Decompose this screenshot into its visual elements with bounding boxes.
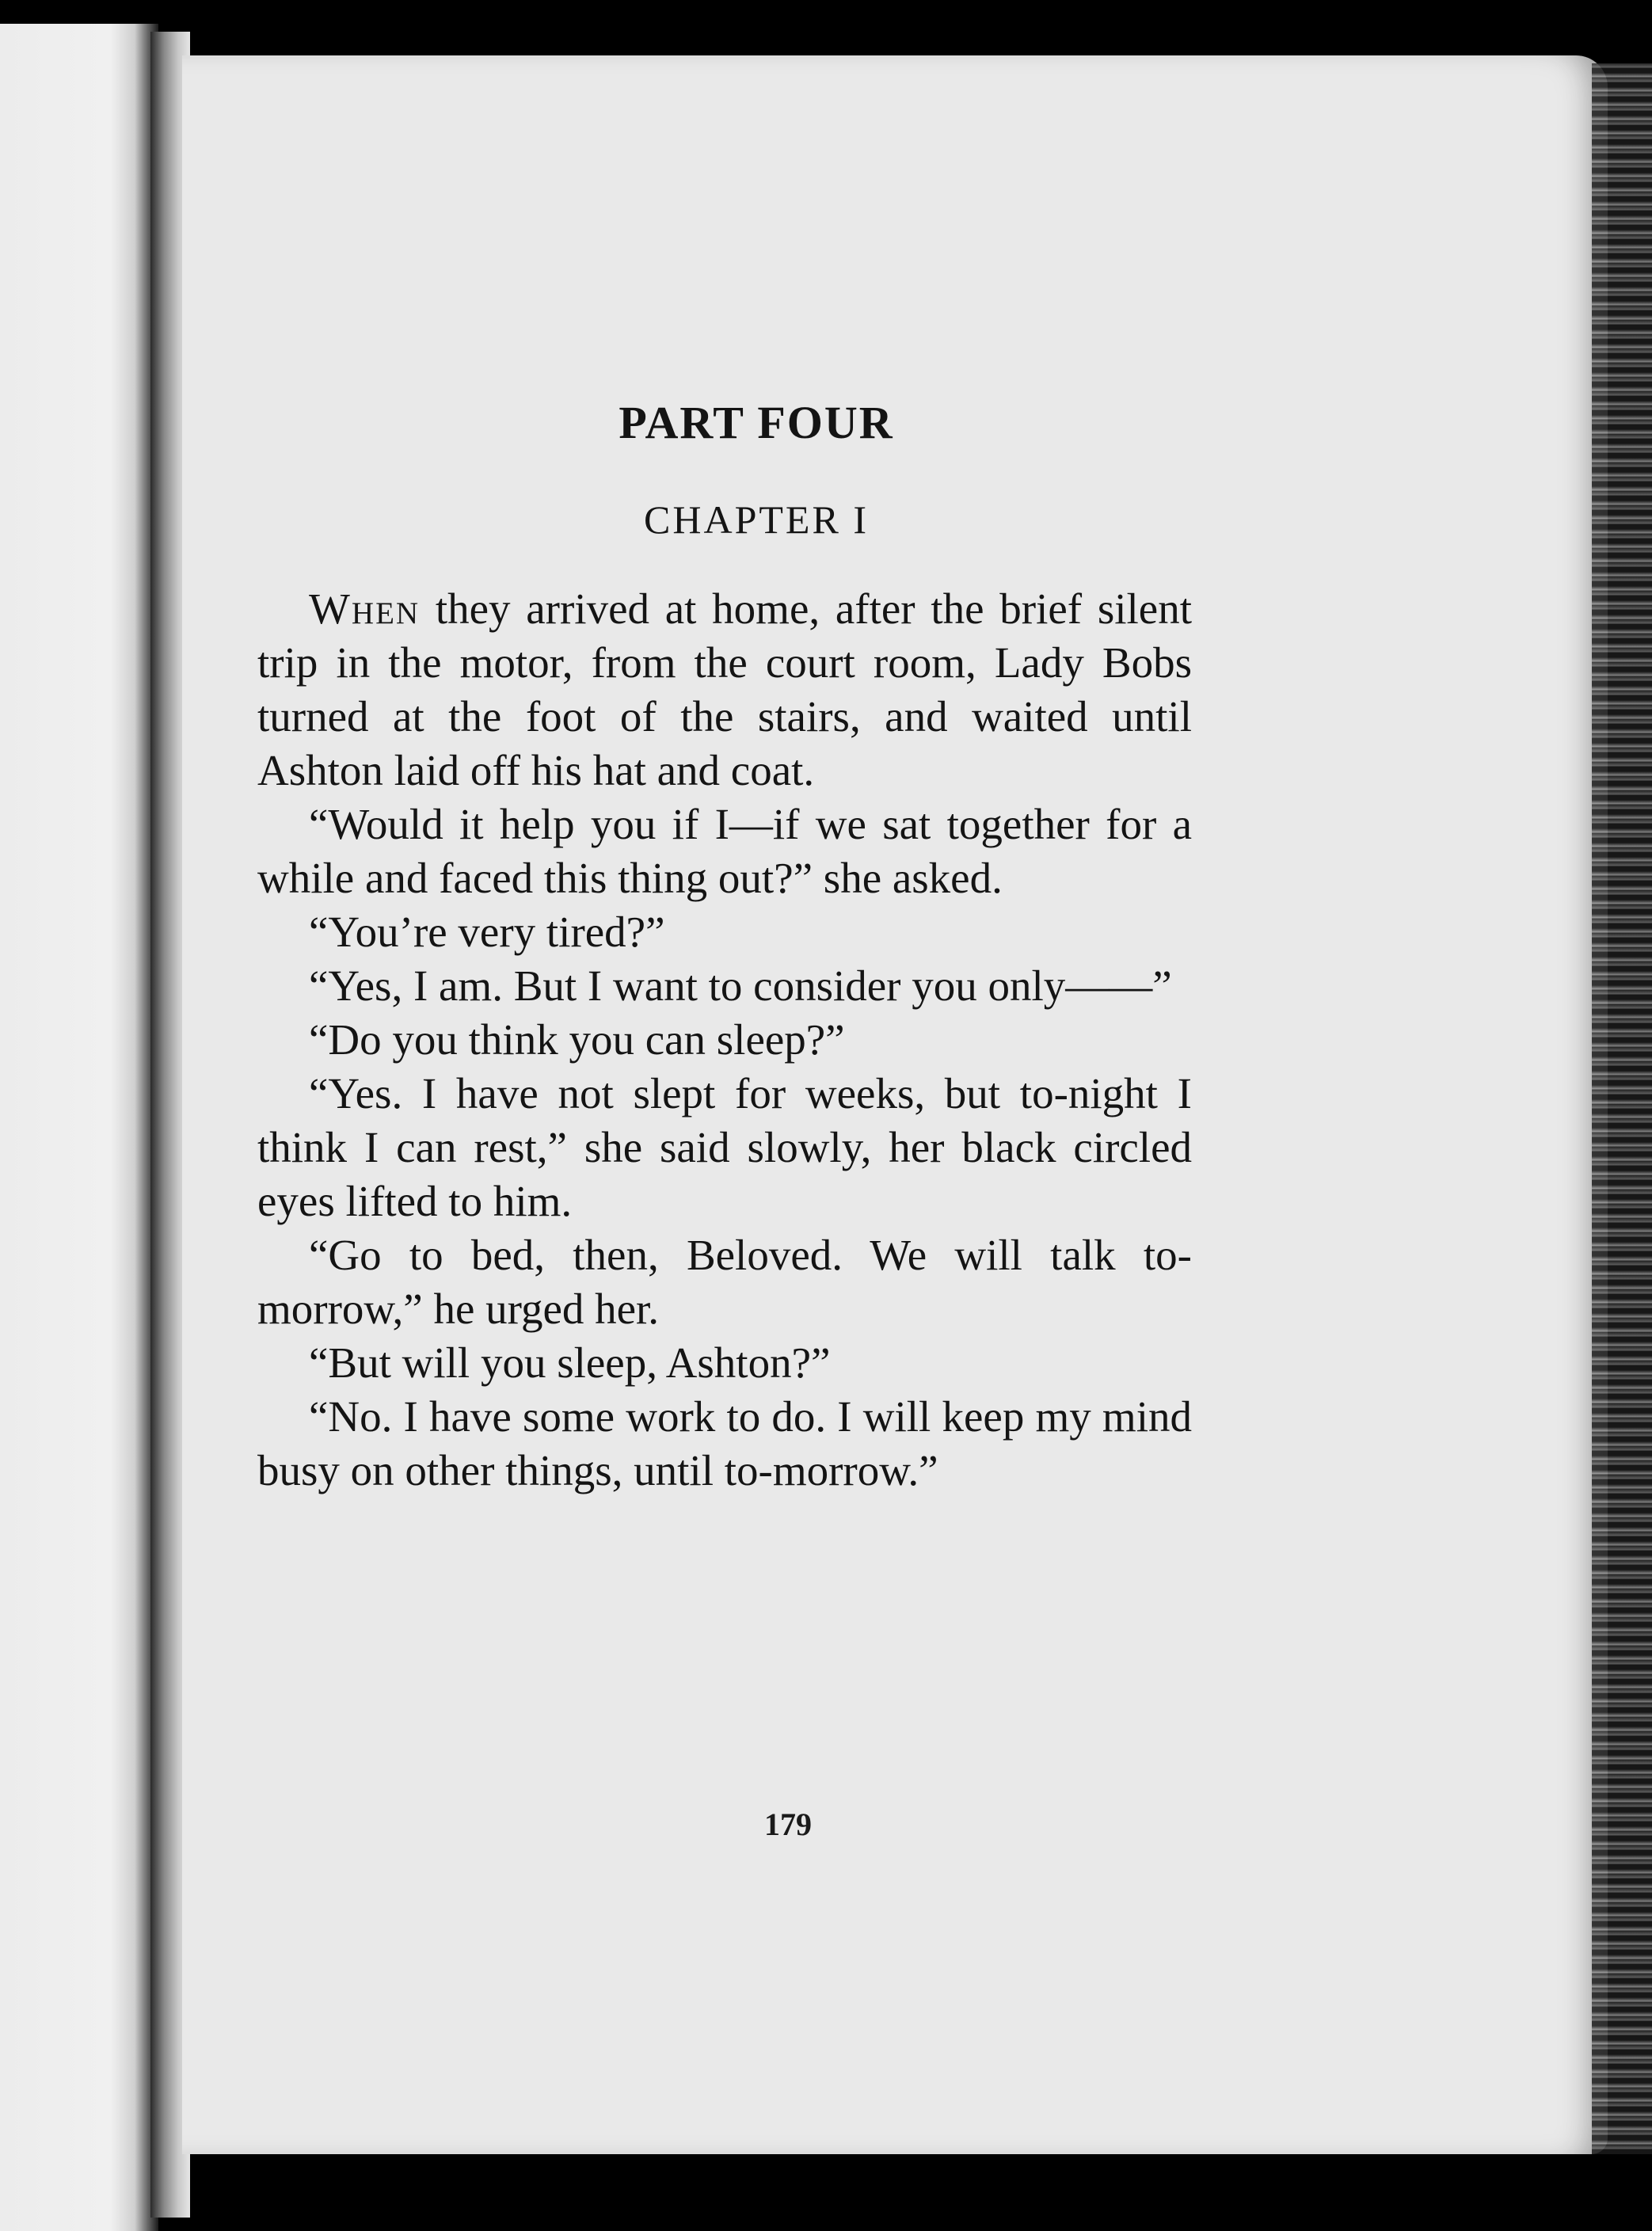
page-text-block <box>257 396 1192 1842</box>
paragraph-6: “Yes. I have not slept for weeks, but to-night I think I can rest,” she said slowly, her black circled eyes lifted to him. <box>257 1069 1192 1225</box>
paragraph-4: “Yes, I am. But I want to consider you only——” <box>309 961 1172 1010</box>
paragraph-5: “Do you think you can sleep?” <box>309 1015 845 1064</box>
page-number: 179 <box>764 1807 812 1842</box>
paragraph-7: “Go to bed, then, Beloved. We will talk to-morrow,” he urged her. <box>257 1231 1192 1333</box>
paragraph-8: “But will you sleep, Ashton?” <box>309 1338 831 1387</box>
paragraph-2: “Would it help you if I—if we sat together for a while and faced this thing out?” she asked. <box>257 800 1192 902</box>
paragraph-1 <box>257 582 1192 798</box>
paragraph-1-text: they arrived at home, after the brief silent trip in the motor, from the court room, Lady Bobs turned at the foot of the stairs, and waited until Ashton laid off his hat and coat. <box>257 584 1192 794</box>
opening-word: When <box>309 584 421 633</box>
chapter-title: CHAPTER I <box>644 497 869 542</box>
paragraph-9: “No. I have some work to do. I will keep my mind busy on other things, until to-morrow.” <box>257 1392 1192 1494</box>
page-stack-edge <box>1592 63 1652 2154</box>
previous-page-edge <box>0 24 158 2231</box>
part-title: PART FOUR <box>619 397 894 448</box>
paragraph-3: “You’re very tired?” <box>309 908 665 956</box>
